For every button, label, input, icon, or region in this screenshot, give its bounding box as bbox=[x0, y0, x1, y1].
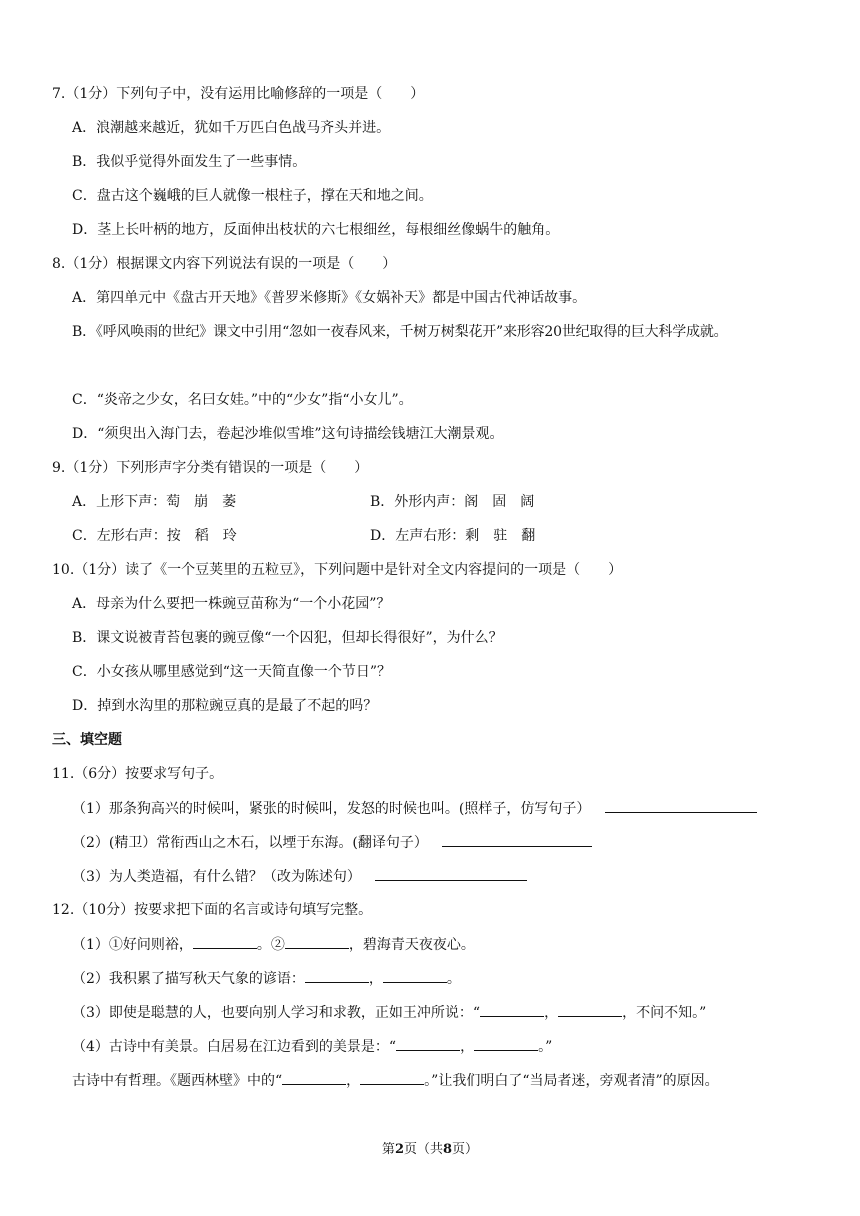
option-10c: C．小女孩从哪里感觉到“这一天简直像一个节日”？ bbox=[72, 664, 392, 680]
question-12-part-2 bbox=[72, 968, 461, 989]
question-11-2-text: （2）(精卫）常衔西山之木石，以堙于东海。(翻译句子） bbox=[72, 835, 428, 851]
option-9b: B．外形内声：阁 固 阔 bbox=[370, 494, 535, 510]
footer-prefix: 第 bbox=[381, 1142, 395, 1157]
question-12-1-text-c: ，碧海青天夜夜心。 bbox=[348, 937, 475, 953]
option-9c: C．左形右声：按 稻 玲 bbox=[72, 528, 237, 544]
question-12-5-text-c: 。”让我们明白了“当局者迷，旁观者清”的原因。 bbox=[424, 1073, 719, 1089]
question-10: 10.（1分）读了《一个豆荚里的五粒豆》，下列问题中是针对全文内容提问的一项是（ ） bbox=[52, 562, 623, 578]
question-11-part-2 bbox=[72, 832, 592, 853]
footer-middle: 页（共 bbox=[403, 1142, 443, 1157]
answer-blank[interactable] bbox=[558, 1002, 622, 1017]
question-12-1-text-b: 。② bbox=[256, 937, 285, 953]
question-11: 11.（6分）按要求写句子。 bbox=[52, 766, 224, 782]
option-8c: C．“炎帝之少女，名曰女娃。”中的“少女”指“小女儿”。 bbox=[72, 392, 413, 408]
question-12-part-5 bbox=[72, 1070, 719, 1091]
page-total: 8 bbox=[443, 1142, 453, 1157]
option-8d: D．“须臾出入海门去，卷起沙堆似雪堆”这句诗描绘钱塘江大潮景观。 bbox=[72, 426, 504, 442]
answer-blank[interactable] bbox=[305, 968, 369, 983]
question-12-5-text-a: 古诗中有哲理。《题西林壁》中的“ bbox=[72, 1073, 283, 1089]
question-12-3-text-b: ， bbox=[544, 1005, 559, 1021]
answer-blank[interactable] bbox=[383, 968, 447, 983]
question-11-1-text: （1）那条狗高兴的时候叫，紧张的时候叫，发怒的时候也叫。(照样子，仿写句子） bbox=[72, 801, 591, 817]
question-7: 7.（1分）下列句子中，没有运用比喻修辞的一项是（ ） bbox=[52, 86, 425, 102]
option-7a: A．浪潮越来越近，犹如千万匹白色战马齐头并进。 bbox=[72, 120, 391, 136]
option-8b: B．《呼风唤雨的世纪》课文中引用“忽如一夜春风来，千树万树梨花开”来形容20世纪取得的巨大科学成就。 bbox=[72, 324, 728, 340]
answer-blank[interactable] bbox=[480, 1002, 544, 1017]
question-12: 12.（10分）按要求把下面的名言或诗句填写完整。 bbox=[52, 902, 373, 918]
answer-blank[interactable] bbox=[285, 934, 349, 949]
footer-suffix: 页） bbox=[452, 1142, 479, 1157]
option-10d: D．掉到水沟里的那粒豌豆真的是最了不起的吗？ bbox=[72, 698, 378, 714]
answer-blank[interactable] bbox=[193, 934, 257, 949]
option-7d: D．茎上长叶柄的地方，反面伸出枝状的六七根细丝，每根细丝像蜗牛的触角。 bbox=[72, 222, 560, 238]
answer-blank[interactable] bbox=[396, 1036, 460, 1051]
question-12-4-text-b: ， bbox=[460, 1039, 475, 1055]
option-9a: A．上形下声：萄 崩 萎 bbox=[72, 494, 237, 510]
answer-blank[interactable] bbox=[442, 832, 592, 847]
answer-blank[interactable] bbox=[375, 866, 527, 881]
question-12-part-3 bbox=[72, 1002, 706, 1023]
question-8: 8.（1分）根据课文内容下列说法有误的一项是（ ） bbox=[52, 256, 397, 272]
option-8a: A．第四单元中《盘古开天地》《普罗米修斯》《女娲补天》都是中国古代神话故事。 bbox=[72, 290, 587, 306]
question-12-part-4 bbox=[72, 1036, 552, 1057]
question-12-5-text-b: ， bbox=[346, 1073, 361, 1089]
question-11-part-3 bbox=[72, 866, 527, 887]
answer-blank[interactable] bbox=[360, 1070, 424, 1085]
option-9d: D．左声右形：剩 驻 翻 bbox=[370, 528, 536, 544]
page-footer bbox=[0, 1138, 860, 1157]
option-7c: C．盘古这个巍峨的巨人就像一根柱子，撑在天和地之间。 bbox=[72, 188, 433, 204]
question-12-3-text-c: ，不问不知。” bbox=[622, 1005, 707, 1021]
question-12-3-text-a: （3）即使是聪慧的人，也要向别人学习和求教，正如王冲所说：“ bbox=[72, 1005, 481, 1021]
question-12-4-text-c: 。” bbox=[538, 1039, 553, 1055]
question-12-4-text-a: （4）古诗中有美景。白居易在江边看到的美景是：“ bbox=[72, 1039, 397, 1055]
question-11-part-1 bbox=[72, 798, 757, 819]
answer-blank[interactable] bbox=[605, 798, 757, 813]
question-12-2-text-a: （2）我积累了描写秋天气象的谚语： bbox=[72, 971, 305, 987]
option-10b: B．课文说被青苔包裹的豌豆像“一个囚犯，但却长得很好”，为什么？ bbox=[72, 630, 503, 646]
page-number: 2 bbox=[394, 1142, 404, 1157]
question-11-3-text: （3）为人类造福，有什么错？（改为陈述句） bbox=[72, 869, 361, 885]
section-heading-fill-blank: 三、填空题 bbox=[52, 732, 122, 748]
question-12-part-1 bbox=[72, 934, 475, 955]
answer-blank[interactable] bbox=[282, 1070, 346, 1085]
answer-blank[interactable] bbox=[474, 1036, 538, 1051]
question-12-1-text-a: （1）①好问则裕， bbox=[72, 937, 193, 953]
option-10a: A．母亲为什么要把一株豌豆苗称为“一个小花园”？ bbox=[72, 596, 391, 612]
question-12-2-text-b: ， bbox=[368, 971, 383, 987]
question-9: 9.（1分）下列形声字分类有错误的一项是（ ） bbox=[52, 460, 369, 476]
option-7b: B．我似乎觉得外面发生了一些事情。 bbox=[72, 154, 307, 170]
question-12-2-text-c: 。 bbox=[446, 971, 461, 987]
